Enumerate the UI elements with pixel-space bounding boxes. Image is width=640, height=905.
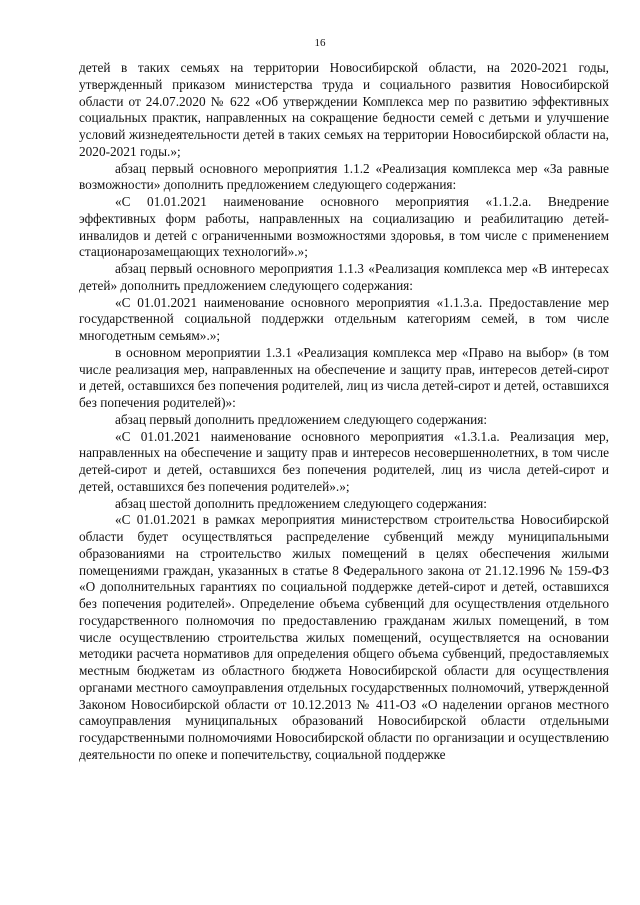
paragraph: «С 01.01.2021 в рамках мероприятия министерством строительства Новосибирской области будет осуществляться распределение субвенций между муниципальными образованиями на строительство жилых помещений в целях обеспечения жилыми помещениями граждан, указанных в статье 8 Федерального закона от 21.12.1996 № 159-ФЗ «О дополнительных гарантиях по социальной поддержке детей-сирот и детей, оставшихся без попечения родителей». Определение объема субвенций для осуществления отдельного государственного полномочия по предоставлению гражданам жилых помещений, в том числе осуществлению строительства жилых помещений, осуществляется на основании методики расчета нормативов для определения общего объема субвенций, предоставляемых местным бюджетам из областного бюджета Новосибирской области для осуществления органами местного самоуправления отдельных государственных полномочий, утвержденной Законом Новосибирской области от 10.12.2013 № 411-ОЗ «О наделении органов местного самоуправления муниципальных образований Новосибирской области отдельными государственными полномочиями Новосибирской области по организации и осуществлению деятельности по опеке и попечительству, социальной поддержке (79, 512, 609, 762)
paragraph: абзац первый дополнить предложением следующего содержания: (115, 411, 488, 427)
paragraph: «С 01.01.2021 наименование основного мероприятия «1.3.1.а. Реализация мер, направленных на обеспечение и защиту прав и интересов несовершеннолетних, в том числе детей-сирот и детей, оставшихся без попечения родителей, лиц из числа детей-сирот и детей, оставшихся без попечения родителей».»; (79, 428, 609, 494)
paragraph: абзац шестой дополнить предложением следующего содержания: (115, 495, 487, 511)
document-body (79, 60, 609, 764)
paragraph: детей в таких семьях на территории Новосибирской области, на 2020-2021 годы, утвержденный приказом министерства труда и социального развития Новосибирской области от 24.07.2020 № 622 «Об утверждении Комплекса мер по развитию эффективных социальных практик, направленных на сокращение бедности семей с детьми и улучшение условий жизнедеятельности детей в таких семьях на территории Новосибирской области на, 2020-2021 годы.»; (79, 60, 609, 159)
page-number: 16 (314, 37, 326, 49)
paragraph: в основном мероприятии 1.3.1 «Реализация комплекса мер «Право на выбор» (в том числе реализация мер, направленных на обеспечение и защиту прав, интересов детей-сирот и детей, оставшихся без попечения родителей, лиц из числа детей-сирот и детей, оставшихся без попечения родителей)»: (79, 344, 609, 410)
paragraph: «С 01.01.2021 наименование основного мероприятия «1.1.2.а. Внедрение эффективных форм работы, направленных на социализацию и реабилитацию детей-инвалидов и детей с ограниченными возможностями здоровья, в том числе с применением стационарозамещающих технологий».»; (79, 194, 609, 260)
paragraph: абзац первый основного мероприятия 1.1.2 «Реализация комплекса мер «За равные возможности» дополнить предложением следующего содержания: (79, 160, 609, 193)
paragraph: абзац первый основного мероприятия 1.1.3 «Реализация комплекса мер «В интересах детей» дополнить предложением следующего содержания: (79, 261, 609, 293)
paragraph: «С 01.01.2021 наименование основного мероприятия «1.1.3.а. Предоставление мер государственной социальной поддержки отдельным категориям семей, в том числе многодетным семьям».»; (79, 294, 609, 343)
